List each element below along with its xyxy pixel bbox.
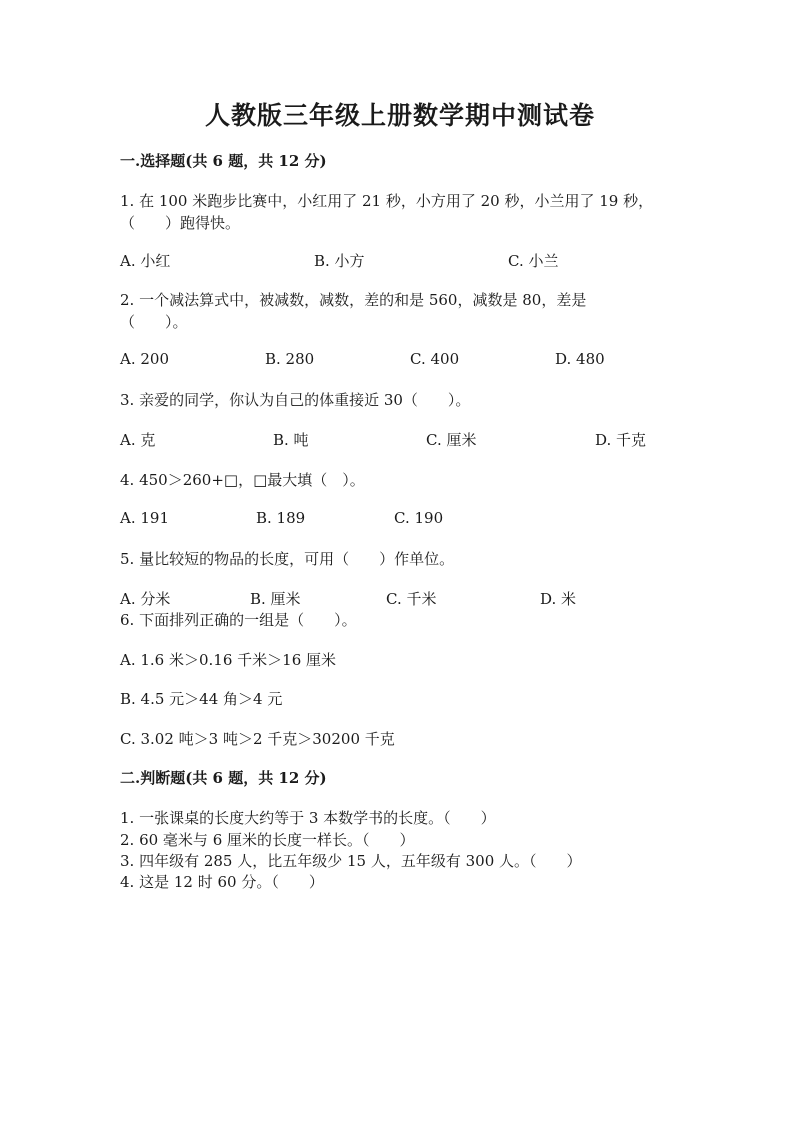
question-2-option: C. 400	[410, 350, 460, 368]
question-2-stem: 2. 一个减法算式中，被减数，减数，差的和是 560，减数是 80，差是	[120, 291, 587, 309]
question-5-option: D. 米	[540, 590, 577, 608]
question-6-option: C. 3.02 吨＞3 吨＞2 千克＞30200 千克	[120, 730, 395, 748]
question-3-option: A. 克	[120, 431, 156, 449]
question-3-option: B. 吨	[273, 431, 309, 449]
question-2-stem: （ ）。	[120, 313, 188, 331]
true-false-item: 1. 一张课桌的长度大约等于 3 本数学书的长度。（ ）	[120, 809, 496, 827]
question-2-option: A. 200	[120, 350, 169, 368]
true-false-item: 3. 四年级有 285 人，比五年级少 15 人，五年级有 300 人。（ ）	[120, 852, 582, 870]
question-6-option: A. 1.6 米＞0.16 千米＞16 厘米	[120, 651, 337, 669]
question-6-option: B. 4.5 元＞44 角＞4 元	[120, 690, 283, 708]
question-6-stem: 6. 下面排列正确的一组是（ ）。	[120, 611, 357, 629]
question-5-option: B. 厘米	[250, 590, 301, 608]
true-false-item: 4. 这是 12 时 60 分。（ ）	[120, 873, 324, 891]
question-5-option: C. 千米	[386, 590, 437, 608]
exam-title: 人教版三年级上册数学期中测试卷	[204, 101, 595, 130]
question-2-option: B. 280	[265, 350, 315, 368]
question-5-stem: 5. 量比较短的物品的长度，可用（ ）作单位。	[120, 550, 455, 568]
question-1-stem: 1. 在 100 米跑步比赛中，小红用了 21 秒，小方用了 20 秒，小兰用了 19 秒，	[120, 192, 654, 210]
question-2-option: D. 480	[555, 350, 605, 368]
question-1-option: A. 小红	[120, 252, 171, 270]
question-3-option: C. 厘米	[426, 431, 477, 449]
question-4-stem: 4. 450＞260+□，□最大填（ ）。	[120, 471, 365, 489]
section-heading-true-false: 二.判断题(共 6 题，共 12 分)	[120, 769, 327, 787]
question-4-option: A. 191	[120, 509, 169, 527]
question-3-option: D. 千克	[595, 431, 647, 449]
question-3-stem: 3. 亲爱的同学，你认为自己的体重接近 30（ ）。	[120, 391, 471, 409]
question-4-option: C. 190	[394, 509, 444, 527]
question-1-option: C. 小兰	[508, 252, 559, 270]
question-4-option: B. 189	[256, 509, 306, 527]
question-1-stem: （ ）跑得快。	[120, 214, 241, 232]
section-heading-multiple-choice: 一.选择题(共 6 题，共 12 分)	[120, 152, 327, 170]
true-false-item: 2. 60 毫米与 6 厘米的长度一样长。（ ）	[120, 831, 415, 849]
question-5-option: A. 分米	[120, 590, 171, 608]
question-1-option: B. 小方	[314, 252, 365, 270]
